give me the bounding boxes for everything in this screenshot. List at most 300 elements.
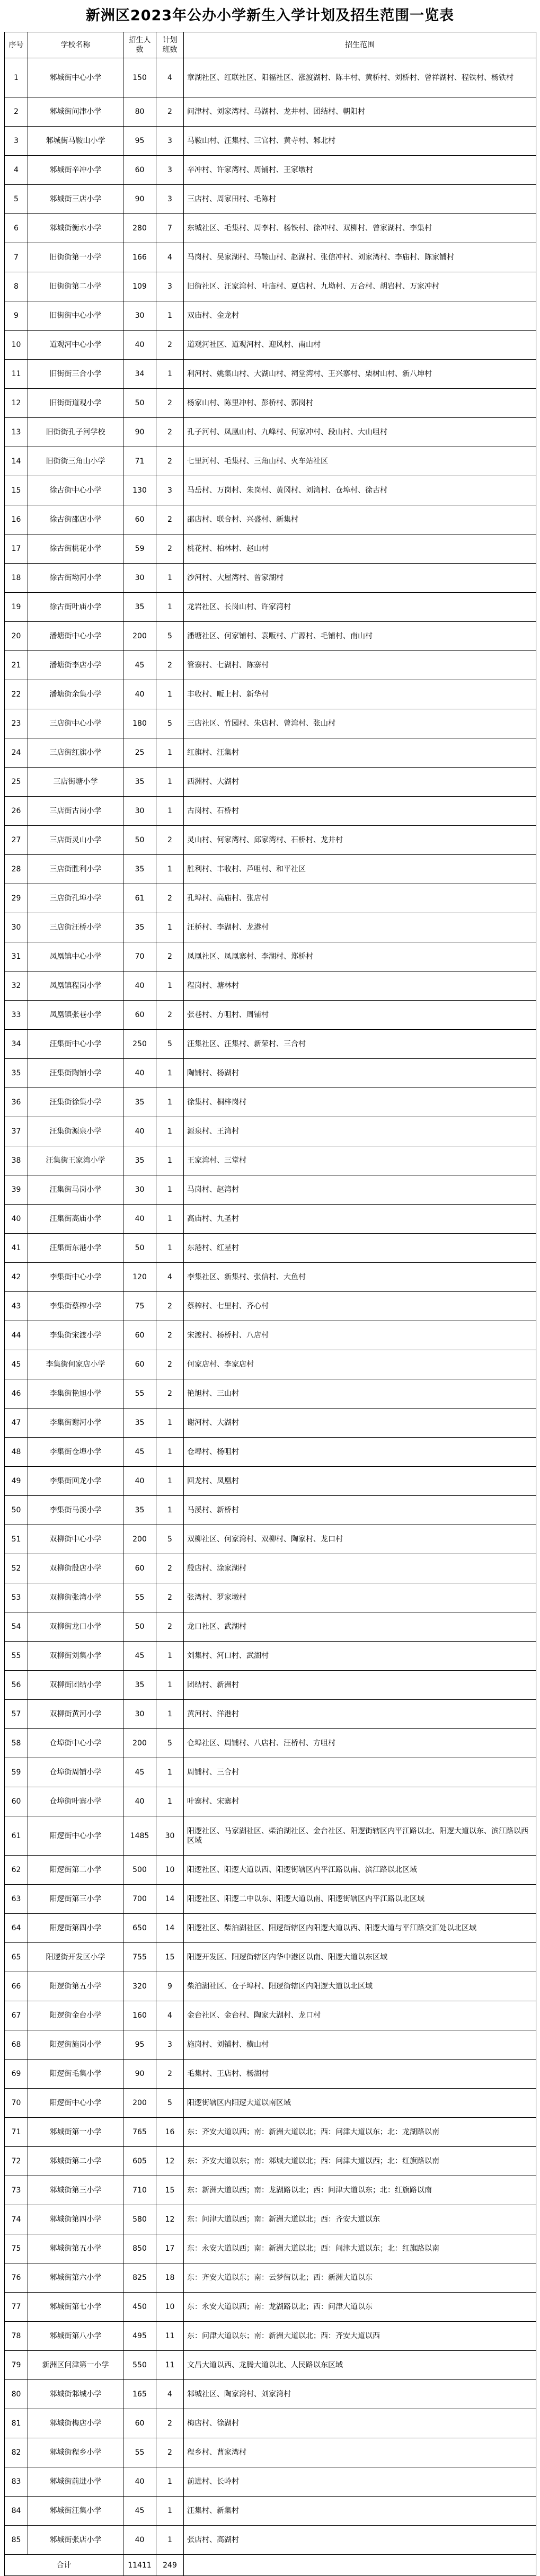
enrollment-count: 200 [123, 622, 156, 651]
enrollment-count: 40 [123, 1059, 156, 1088]
enrollment-count: 30 [123, 1700, 156, 1729]
class-count: 10 [156, 2293, 184, 2322]
table-row [5, 2118, 536, 2147]
row-number: 28 [5, 855, 28, 884]
row-number: 41 [5, 1234, 28, 1263]
school-name: 邾城街程乡小学 [28, 2438, 123, 2467]
enrollment-count: 45 [123, 651, 156, 680]
enrollment-scope: 邵店村、联合村、兴盛村、新集村 [184, 505, 536, 534]
row-number: 57 [5, 1700, 28, 1729]
school-name: 邾城街张店小学 [28, 2526, 123, 2555]
class-count: 2 [156, 2409, 184, 2438]
enrollment-scope: 沙河村、大屋湾村、曾家湖村 [184, 564, 536, 593]
page-title: 新洲区2023年公办小学新生入学计划及招生范围一览表 [85, 7, 455, 24]
school-name: 凤凰镇张巷小学 [28, 1001, 123, 1030]
class-count: 1 [156, 2497, 184, 2526]
row-number: 78 [5, 2322, 28, 2351]
enrollment-count: 40 [123, 1205, 156, 1234]
school-name: 邾城街第三小学 [28, 2176, 123, 2205]
enrollment-count: 40 [123, 971, 156, 1001]
row-number: 43 [5, 1292, 28, 1321]
enrollment-scope: 张巷村、方咀村、周铺村 [184, 1001, 536, 1030]
class-count: 1 [156, 360, 184, 389]
enrollment-scope: 西洲村、大湖村 [184, 768, 536, 797]
row-number: 67 [5, 2001, 28, 2030]
enrollment-scope: 金台社区、金台村、陶家大湖村、龙口村 [184, 2001, 536, 2030]
row-number: 29 [5, 884, 28, 913]
table-row [5, 1787, 536, 1816]
class-count: 1 [156, 1467, 184, 1496]
enrollment-scope: 阳逻社区、马家湖社区、柴泊湖社区、金台社区、阳逻街辖区内平江路以北、阳逻大道以东、滨江路以西区域 [184, 1816, 536, 1856]
table-row [5, 2001, 536, 2030]
class-count: 1 [156, 593, 184, 622]
enrollment-count: 710 [123, 2176, 156, 2205]
enrollment-count: 45 [123, 1642, 156, 1671]
enrollment-count: 495 [123, 2322, 156, 2351]
enrollment-count: 180 [123, 709, 156, 738]
class-count: 2 [156, 1001, 184, 1030]
class-count: 2 [156, 505, 184, 534]
school-name: 双柳街刘集小学 [28, 1642, 123, 1671]
enrollment-count: 45 [123, 2497, 156, 2526]
enrollment-scope: 孔埠村、高庙村、张店村 [184, 884, 536, 913]
enrollment-scope: 回龙村、凤凰村 [184, 1467, 536, 1496]
enrollment-count: 825 [123, 2263, 156, 2293]
enrollment-count: 50 [123, 1234, 156, 1263]
row-number: 38 [5, 1146, 28, 1175]
enrollment-scope: 三店村、周家田村、毛陈村 [184, 185, 536, 214]
table-row [5, 1088, 536, 1117]
row-number: 66 [5, 1972, 28, 2001]
school-name: 李集街蔡榨小学 [28, 1292, 123, 1321]
school-name: 李集街艳旭小学 [28, 1379, 123, 1409]
table-row [5, 1700, 536, 1729]
table-row [5, 738, 536, 768]
enrollment-scope: 东：新洲大道以西；南：龙湖路以北；西：问津大道以东；北：红旗路以南 [184, 2176, 536, 2205]
school-name: 仓埠街叶寨小学 [28, 1787, 123, 1816]
class-count: 2 [156, 826, 184, 855]
enrollment-scope: 殷店村、涂家湖村 [184, 1554, 536, 1583]
enrollment-count: 850 [123, 2234, 156, 2263]
row-number: 72 [5, 2147, 28, 2176]
school-name: 双柳街张湾小学 [28, 1583, 123, 1612]
table-row [5, 2409, 536, 2438]
class-count: 2 [156, 2060, 184, 2089]
class-count: 3 [156, 476, 184, 505]
row-number: 60 [5, 1787, 28, 1816]
school-name: 汪集街源泉小学 [28, 1117, 123, 1146]
school-name: 李集街回龙小学 [28, 1467, 123, 1496]
enrollment-count: 95 [123, 2030, 156, 2060]
table-row [5, 709, 536, 738]
enrollment-count: 166 [123, 243, 156, 272]
row-number: 63 [5, 1885, 28, 1914]
enrollment-count: 35 [123, 1496, 156, 1525]
table-row [5, 1554, 536, 1583]
table-row [5, 1263, 536, 1292]
enrollment-scope: 马鞍山村、汪集村、三官村、黄寺村、邾北村 [184, 127, 536, 156]
class-count: 2 [156, 534, 184, 564]
table-row [5, 1972, 536, 2001]
school-name: 旧街街第一小学 [28, 243, 123, 272]
header-classes: 计划班数 [156, 32, 184, 58]
enrollment-scope: 双柳社区、何家湾村、双柳村、陶家村、龙口村 [184, 1525, 536, 1554]
enrollment-count: 35 [123, 855, 156, 884]
row-number: 49 [5, 1467, 28, 1496]
row-number: 6 [5, 214, 28, 243]
enrollment-scope: 毛集村、王店村、杨湖村 [184, 2060, 536, 2089]
table-row [5, 2060, 536, 2089]
row-number: 36 [5, 1088, 28, 1117]
school-name: 徐古街中心小学 [28, 476, 123, 505]
table-row [5, 855, 536, 884]
school-name: 旧街街中心小学 [28, 301, 123, 331]
table-row [5, 58, 536, 97]
row-number: 42 [5, 1263, 28, 1292]
table-row [5, 2526, 536, 2555]
school-name: 阳逻街第四小学 [28, 1914, 123, 1943]
class-count: 2 [156, 1321, 184, 1350]
class-count: 15 [156, 2176, 184, 2205]
school-name: 双柳街中心小学 [28, 1525, 123, 1554]
row-number: 61 [5, 1816, 28, 1856]
table-row [5, 2263, 536, 2293]
class-count: 1 [156, 1758, 184, 1787]
enrollment-count: 61 [123, 884, 156, 913]
class-count: 5 [156, 709, 184, 738]
enrollment-scope: 高庙村、九圣村 [184, 1205, 536, 1234]
total-classes: 249 [156, 2555, 184, 2576]
table-row [5, 243, 536, 272]
enrollment-scope: 邾城社区、陶家湾村、刘家湾村 [184, 2380, 536, 2409]
class-count: 2 [156, 1612, 184, 1642]
enrollment-count: 40 [123, 2467, 156, 2497]
enrollment-scope: 东：齐安大道以东；南：邾城大道以北；西：问津大道以西；北：红旗路以南 [184, 2147, 536, 2176]
school-name: 凤凰镇中心小学 [28, 942, 123, 971]
enrollment-count: 50 [123, 1612, 156, 1642]
enrollment-count: 35 [123, 768, 156, 797]
table-body [5, 58, 536, 2555]
enrollment-count: 30 [123, 797, 156, 826]
enrollment-count: 165 [123, 2380, 156, 2409]
school-name: 汪集街东港小学 [28, 1234, 123, 1263]
table-row [5, 1671, 536, 1700]
table-row [5, 2438, 536, 2467]
enrollment-scope: 汪集社区、汪集村、新荣村、三合村 [184, 1030, 536, 1059]
enrollment-scope: 文昌大道以西、龙腾大道以北、人民路以东区域 [184, 2351, 536, 2380]
row-number: 70 [5, 2089, 28, 2118]
class-count: 1 [156, 1234, 184, 1263]
table-row [5, 1856, 536, 1885]
school-name: 邾城街问津小学 [28, 97, 123, 127]
class-count: 2 [156, 418, 184, 447]
school-name: 李集街仓埠小学 [28, 1438, 123, 1467]
enrollment-count: 1485 [123, 1816, 156, 1856]
school-name: 旧街街三角山小学 [28, 447, 123, 476]
row-number: 64 [5, 1914, 28, 1943]
row-number: 51 [5, 1525, 28, 1554]
enrollment-count: 280 [123, 214, 156, 243]
class-count: 1 [156, 1409, 184, 1438]
enrollment-count: 30 [123, 564, 156, 593]
table-row [5, 185, 536, 214]
enrollment-scope: 龙口社区、武湖村 [184, 1612, 536, 1642]
school-name: 三店街红旗小学 [28, 738, 123, 768]
total-label: 合计 [5, 2555, 123, 2576]
class-count: 1 [156, 1088, 184, 1117]
class-count: 4 [156, 2001, 184, 2030]
enrollment-scope: 仓埠村、杨咀村 [184, 1438, 536, 1467]
total-students: 11411 [123, 2555, 156, 2576]
header-school: 学校名称 [28, 32, 123, 58]
enrollment-count: 60 [123, 1321, 156, 1350]
table-row [5, 1758, 536, 1787]
table-row [5, 1583, 536, 1612]
row-number: 82 [5, 2438, 28, 2467]
row-number: 20 [5, 622, 28, 651]
enrollment-scope: 源泉村、王湾村 [184, 1117, 536, 1146]
table-row [5, 389, 536, 418]
class-count: 2 [156, 389, 184, 418]
school-name: 李集街中心小学 [28, 1263, 123, 1292]
class-count: 1 [156, 2467, 184, 2497]
school-name: 邾城街汪集小学 [28, 2497, 123, 2526]
row-number: 14 [5, 447, 28, 476]
table-row [5, 534, 536, 564]
table-row [5, 971, 536, 1001]
school-name: 邾城街第六小学 [28, 2263, 123, 2293]
enrollment-count: 90 [123, 185, 156, 214]
table-row [5, 2351, 536, 2380]
table-row [5, 1321, 536, 1350]
row-number: 52 [5, 1554, 28, 1583]
row-number: 69 [5, 2060, 28, 2089]
table-row [5, 2467, 536, 2497]
enrollment-scope: 辛冲村、许家湾村、周铺村、王家墩村 [184, 156, 536, 185]
enrollment-scope: 马溪村、新桥村 [184, 1496, 536, 1525]
row-number: 48 [5, 1438, 28, 1467]
row-number: 10 [5, 331, 28, 360]
school-name: 李集街何家店小学 [28, 1350, 123, 1379]
enrollment-count: 90 [123, 418, 156, 447]
row-number: 59 [5, 1758, 28, 1787]
class-count: 5 [156, 622, 184, 651]
enrollment-count: 605 [123, 2147, 156, 2176]
class-count: 18 [156, 2263, 184, 2293]
row-number: 13 [5, 418, 28, 447]
school-name: 新洲区问津第一小学 [28, 2351, 123, 2380]
school-name: 阳逻街开发区小学 [28, 1943, 123, 1972]
table-row [5, 1379, 536, 1409]
class-count: 14 [156, 1914, 184, 1943]
class-count: 17 [156, 2234, 184, 2263]
row-number: 45 [5, 1350, 28, 1379]
enrollment-count: 60 [123, 505, 156, 534]
school-name: 汪集街中心小学 [28, 1030, 123, 1059]
school-name: 双柳街龙口小学 [28, 1612, 123, 1642]
row-number: 18 [5, 564, 28, 593]
enrollment-count: 580 [123, 2205, 156, 2234]
enrollment-scope: 张湾村、罗家墩村 [184, 1583, 536, 1612]
enrollment-count: 40 [123, 680, 156, 709]
school-name: 邾城街辛冲小学 [28, 156, 123, 185]
enrollment-count: 60 [123, 1554, 156, 1583]
row-number: 54 [5, 1612, 28, 1642]
enrollment-count: 40 [123, 1787, 156, 1816]
enrollment-count: 35 [123, 1671, 156, 1700]
class-count: 1 [156, 1700, 184, 1729]
enrollment-scope: 张店村、高湖村 [184, 2526, 536, 2555]
enrollment-scope: 七里河村、毛集村、三角山村、火车站社区 [184, 447, 536, 476]
enrollment-scope: 章湖社区、红联社区、阳福社区、涨渡湖村、陈丰村、黄桥村、刘桥村、曾祥湖村、程铁村、杨铁村 [184, 58, 536, 97]
enrollment-count: 60 [123, 2409, 156, 2438]
school-name: 潘塘街余集小学 [28, 680, 123, 709]
class-count: 1 [156, 971, 184, 1001]
class-count: 11 [156, 2322, 184, 2351]
class-count: 5 [156, 1525, 184, 1554]
table-row [5, 1117, 536, 1146]
row-number: 85 [5, 2526, 28, 2555]
school-name: 邾城街三店小学 [28, 185, 123, 214]
enrollment-count: 650 [123, 1914, 156, 1943]
school-name: 旧街街第二小学 [28, 272, 123, 301]
enrollment-scope: 桃花村、柏林村、赵山村 [184, 534, 536, 564]
row-number: 26 [5, 797, 28, 826]
table-row [5, 2147, 536, 2176]
row-number: 2 [5, 97, 28, 127]
class-count: 1 [156, 1117, 184, 1146]
school-name: 旧街街孔子河学校 [28, 418, 123, 447]
table-row [5, 127, 536, 156]
class-count: 2 [156, 884, 184, 913]
enrollment-scope: 潘塘社区、何家铺村、袁畈村、广源村、毛铺村、南山村 [184, 622, 536, 651]
table-row [5, 1496, 536, 1525]
enrollment-count: 35 [123, 1409, 156, 1438]
school-name: 徐古街叶庙小学 [28, 593, 123, 622]
enrollment-count: 80 [123, 97, 156, 127]
enrollment-count: 45 [123, 1758, 156, 1787]
class-count: 1 [156, 855, 184, 884]
enrollment-scope: 柴泊湖社区、仓子埠村、阳逻街辖区内阳逻大道以北区域 [184, 1972, 536, 2001]
table-row [5, 1816, 536, 1856]
enrollment-count: 60 [123, 1001, 156, 1030]
row-number: 83 [5, 2467, 28, 2497]
row-number: 3 [5, 127, 28, 156]
school-name: 阳逻街第二小学 [28, 1856, 123, 1885]
table-row [5, 593, 536, 622]
enrollment-scope: 阳逻开发区、阳逻街辖区内华中港区以南、阳逻大道以东区域 [184, 1943, 536, 1972]
enrollment-scope: 古岗村、石桥村 [184, 797, 536, 826]
enrollment-count: 450 [123, 2293, 156, 2322]
row-number: 65 [5, 1943, 28, 1972]
class-count: 3 [156, 127, 184, 156]
enrollment-scope: 三店社区、竹园村、朱店村、曾湾村、张山村 [184, 709, 536, 738]
class-count: 1 [156, 738, 184, 768]
enrollment-count: 40 [123, 1117, 156, 1146]
table-row [5, 2497, 536, 2526]
enrollment-count: 55 [123, 1583, 156, 1612]
row-number: 7 [5, 243, 28, 272]
row-number: 80 [5, 2380, 28, 2409]
enrollment-count: 200 [123, 1729, 156, 1758]
enrollment-count: 34 [123, 360, 156, 389]
enrollment-count: 71 [123, 447, 156, 476]
enrollment-count: 45 [123, 1438, 156, 1467]
class-count: 2 [156, 97, 184, 127]
enrollment-scope: 团结村、新洲村 [184, 1671, 536, 1700]
row-number: 39 [5, 1175, 28, 1205]
enrollment-count: 30 [123, 1175, 156, 1205]
enrollment-count: 160 [123, 2001, 156, 2030]
enrollment-scope: 孔子河村、凤凰山村、九峰村、何家冲村、段山村、大山咀村 [184, 418, 536, 447]
enrollment-scope: 马岳村、万岗村、朱岗村、黄冈村、刘湾村、仓埠村、徐古村 [184, 476, 536, 505]
class-count: 2 [156, 942, 184, 971]
table-row [5, 768, 536, 797]
school-name: 邾城街第八小学 [28, 2322, 123, 2351]
total-scope [184, 2555, 536, 2576]
table-row [5, 2030, 536, 2060]
school-name: 仓埠街周铺小学 [28, 1758, 123, 1787]
row-number: 23 [5, 709, 28, 738]
enrollment-count: 59 [123, 534, 156, 564]
class-count: 7 [156, 214, 184, 243]
school-name: 邾城街第七小学 [28, 2293, 123, 2322]
row-number: 24 [5, 738, 28, 768]
row-number: 1 [5, 58, 28, 97]
school-name: 双柳街黄河小学 [28, 1700, 123, 1729]
enrollment-table [4, 32, 536, 2576]
enrollment-count: 35 [123, 913, 156, 942]
table-row [5, 476, 536, 505]
row-number: 35 [5, 1059, 28, 1088]
enrollment-scope: 艳旭村、三山村 [184, 1379, 536, 1409]
row-number: 56 [5, 1671, 28, 1700]
class-count: 5 [156, 1729, 184, 1758]
class-count: 16 [156, 2118, 184, 2147]
header-no: 序号 [5, 32, 28, 58]
row-number: 27 [5, 826, 28, 855]
school-name: 三店街胜利小学 [28, 855, 123, 884]
school-name: 旧街街道观小学 [28, 389, 123, 418]
header-students: 招生人数 [123, 32, 156, 58]
class-count: 5 [156, 1030, 184, 1059]
enrollment-count: 30 [123, 301, 156, 331]
table-row [5, 1292, 536, 1321]
enrollment-scope: 马岗村、吴家湖村、马鞍山村、赵湖村、张信冲村、刘家湾村、李庙村、陈家铺村 [184, 243, 536, 272]
table-row [5, 2322, 536, 2351]
school-name: 邾城街梅店小学 [28, 2409, 123, 2438]
row-number: 22 [5, 680, 28, 709]
row-number: 32 [5, 971, 28, 1001]
school-name: 邾城街衡水小学 [28, 214, 123, 243]
school-name: 三店街塘小学 [28, 768, 123, 797]
table-row [5, 2293, 536, 2322]
table-row [5, 301, 536, 331]
class-count: 2 [156, 1350, 184, 1379]
class-count: 1 [156, 680, 184, 709]
row-number: 5 [5, 185, 28, 214]
row-number: 21 [5, 651, 28, 680]
row-number: 55 [5, 1642, 28, 1671]
school-name: 阳逻街施岗小学 [28, 2030, 123, 2060]
enrollment-count: 755 [123, 1943, 156, 1972]
table-row [5, 942, 536, 971]
table-row [5, 2205, 536, 2234]
row-number: 19 [5, 593, 28, 622]
table-row [5, 331, 536, 360]
enrollment-count: 40 [123, 1467, 156, 1496]
table-row [5, 1467, 536, 1496]
